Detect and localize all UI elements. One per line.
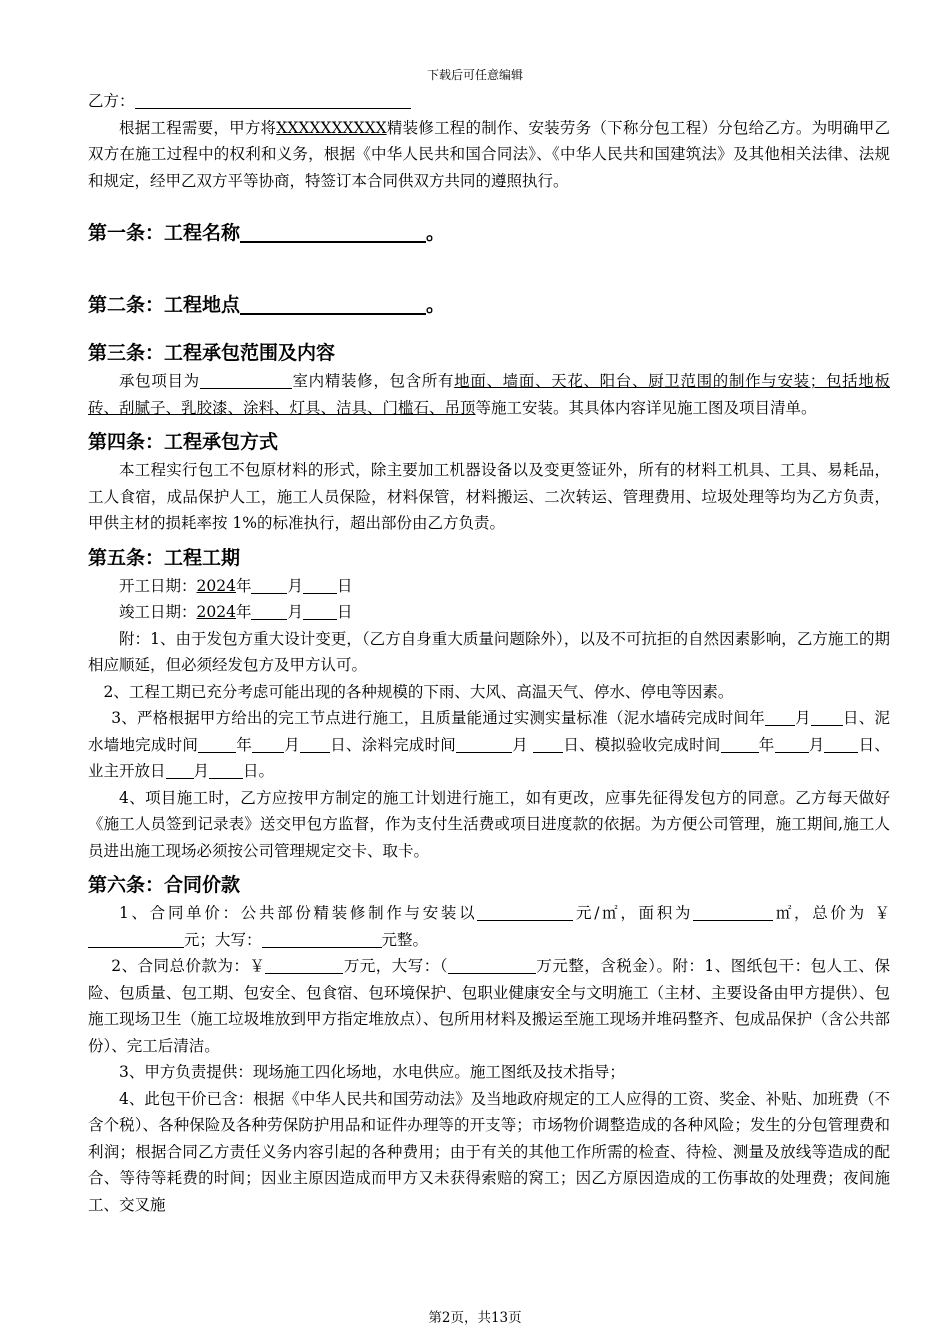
lump-sum-text: 万元整，含税金）。附：1、图纸包干：包人工、保险、包质量、包工期、包安全、包食宿、包环境保护、包职业健康安全与文明施工（主材、主要设备由甲方提供）、包施工现场卫生（施工垃圾堆放到甲方指定堆放点）、包所用材料及搬运至施工现场并堆码整齐、包成品保护（含公共部份）、完工后清洁。 bbox=[88, 957, 890, 1055]
area-blank bbox=[693, 905, 773, 922]
month-char: 月 bbox=[284, 735, 300, 754]
date-blank bbox=[166, 763, 194, 780]
article-4-heading: 第四条：工程承包方式 bbox=[88, 431, 279, 453]
scope-items-underlined: 地面、墙面、天花、阳台、厨卫范围的制作与安装；包括地板砖、刮腻子、乳胶漆、涂料、灯具、洁具、门槛石、吊顶 bbox=[88, 372, 890, 417]
month-char: 月 bbox=[193, 762, 210, 780]
contract-capital-blank bbox=[448, 958, 536, 975]
month-char: 月 bbox=[808, 735, 825, 754]
year-char: 年 bbox=[749, 709, 765, 727]
yuan-sign: ￥ bbox=[874, 904, 890, 922]
party-b-blank bbox=[135, 93, 411, 110]
scope-text-pre: 承包项目为 bbox=[119, 372, 200, 390]
intro-text-post: 精装修工程的制作、安装劳务（下称分包工程）分包给乙方。为明确甲乙双方在施工过程中的权利和义务，根据《中华人民共和国合同法》、《中华人民共和国建筑法》及其他相关法律、法规和规定，经甲乙双方平等协商，特签订本合同供双方共同的遵照执行。 bbox=[88, 118, 890, 190]
note-3-text-b: 、泥水墙地完成时间 bbox=[88, 709, 890, 754]
page-header: 下载后可任意编辑 bbox=[426, 68, 523, 82]
article-3-heading: 第三条：工程承包范围及内容 bbox=[88, 342, 336, 364]
price-item-3: 3、甲方负责提供：现场施工四化场地，水电供应。施工图纸及技术指导； bbox=[119, 1063, 625, 1081]
note-3-text-d: 、模拟验收完成时间 bbox=[579, 735, 721, 754]
year-char: 年 bbox=[235, 603, 252, 621]
unit-price-label: 1、合同单价：公共部份精装修制作与安装以 bbox=[119, 904, 478, 922]
capital-label: 元；大写： bbox=[184, 930, 262, 949]
date-blank bbox=[775, 736, 809, 753]
date-blank bbox=[721, 736, 759, 753]
price-item-2 bbox=[88, 953, 890, 1059]
contract-total-label: 2、合同总价款为：￥ bbox=[111, 957, 266, 975]
date-blank bbox=[811, 710, 843, 727]
start-year: 2024 bbox=[196, 576, 236, 595]
page-footer bbox=[0, 1306, 950, 1326]
end-month-blank bbox=[251, 604, 287, 621]
article-1-title: 第一条：工程名称 bbox=[88, 222, 241, 244]
intro-paragraph bbox=[88, 115, 890, 195]
party-b-label: 乙方： bbox=[88, 92, 135, 110]
capital-blank bbox=[262, 931, 382, 948]
day-char: 日 bbox=[329, 735, 346, 754]
month-char: 月 bbox=[287, 603, 303, 621]
end-date-line bbox=[88, 599, 890, 626]
unit-price-blank bbox=[477, 905, 573, 922]
month-char: 月 bbox=[511, 735, 528, 754]
start-date-line bbox=[88, 573, 890, 600]
year-char: 年 bbox=[758, 735, 775, 754]
price-item-4: 4、此包干价已含：根据《中华人民共和国劳动法》及当地政府规定的工人应得的工资、奖金、补贴、加班费（不含个税）、各种保险及各种劳保防护用品和证件办理等的开支等；市场物价调整造成的各种风险；发生的分包管理费和利润；根据合同乙方责任义务内容引起的各种费用；由于有关的其他工作所需的检查、待检、测量及放线等造成的配合、等待等耗费的时间；因业主原因造成而甲方又未获得索赔的窝工；因乙方原因造成的工伤事故的处理费；夜间施工、交叉施 bbox=[88, 1089, 890, 1214]
current-page-number: 2 bbox=[441, 1310, 451, 1326]
month-char: 月 bbox=[794, 709, 811, 727]
article-6-heading: 第六条：合同价款 bbox=[88, 874, 241, 896]
contract-capital-label: 万元，大写：（ bbox=[343, 957, 448, 975]
year-char: 年 bbox=[236, 735, 253, 754]
footer-post: 页 bbox=[508, 1310, 522, 1326]
yuan-end: 元整。 bbox=[381, 930, 429, 949]
contract-page bbox=[88, 88, 890, 1218]
period-char: 。 bbox=[258, 762, 275, 780]
start-date-label: 开工日期： bbox=[119, 576, 197, 595]
article-3-paragraph bbox=[88, 368, 890, 421]
schedule-note-3 bbox=[88, 705, 890, 785]
note-3-text-e: 、业主开放日 bbox=[88, 735, 890, 780]
end-date-label: 竣工日期： bbox=[119, 603, 197, 621]
day-char: 日 bbox=[337, 603, 353, 621]
date-blank bbox=[300, 736, 330, 753]
schedule-note-4: 4、项目施工时，乙方应按甲方制定的施工计划进行施工，如有更改，应事先征得发包方的同意。乙方每天做好《施工人员签到记录表》送交甲包方监督，作为支付生活费或项目进度款的依据。为方便公司管理，施工期间,施工人员进出施工现场必须按公司管理规定交卡、取卡。 bbox=[88, 788, 890, 860]
project-name-blank bbox=[240, 222, 426, 243]
month-char: 月 bbox=[287, 576, 303, 595]
price-item-1 bbox=[88, 900, 890, 953]
article-4-paragraph: 本工程实行包工不包原材料的形式，除主要加工机器设备以及变更签证外，所有的材料工机具、工具、易耗品，工人食宿，成品保护人工，施工人员保险，材料保管，材料搬运、二次转运、管理费用、垃圾处理等均为乙方负责，甲供主材的损耗率按 1%的标准执行，超出部份由乙方负责。 bbox=[88, 461, 890, 532]
article-1-heading bbox=[88, 218, 890, 248]
date-blank bbox=[252, 736, 284, 753]
day-char: 日 bbox=[243, 762, 259, 780]
note-3-text-a: 3、严格根据甲方给出的完工节点进行施工，且质量能通过实测实量标准（泥水墙砖完成时间 bbox=[111, 709, 750, 727]
footer-pre: 第 bbox=[428, 1310, 442, 1326]
project-location-blank bbox=[240, 294, 426, 315]
day-char: 日 bbox=[337, 576, 353, 595]
year-char: 年 bbox=[235, 576, 252, 595]
party-b-line bbox=[88, 88, 890, 115]
article-1-end: 。 bbox=[426, 222, 446, 244]
date-blank bbox=[824, 736, 858, 753]
date-blank bbox=[198, 736, 236, 753]
area-label: 元/㎡，面积为 bbox=[573, 904, 694, 922]
total-label: ㎡，总价为 bbox=[773, 904, 867, 922]
day-char: 日 bbox=[563, 735, 580, 754]
note-3-text-c: 、涂料完成时间 bbox=[345, 735, 456, 754]
day-char: 日 bbox=[842, 709, 859, 727]
scope-text-post: 等施工安装。其具体内容详见施工图及项目清单。 bbox=[475, 398, 817, 417]
footer-mid: 页，共 bbox=[450, 1310, 491, 1326]
end-year: 2024 bbox=[196, 603, 236, 621]
total-pages-number: 13 bbox=[490, 1310, 509, 1326]
end-day-blank bbox=[303, 604, 337, 621]
day-char: 日 bbox=[858, 735, 875, 754]
article-5-heading: 第五条：工程工期 bbox=[88, 546, 241, 569]
start-month-blank bbox=[251, 577, 287, 594]
date-blank bbox=[209, 763, 243, 780]
article-2-heading bbox=[88, 290, 890, 320]
scope-text-mid: 室内精装修，包含所有 bbox=[291, 372, 455, 390]
total-blank bbox=[88, 931, 184, 948]
schedule-note-2: 2、工程工期已充分考虑可能出现的各种规模的下雨、大风、高温天气、停水、停电等因素。 bbox=[103, 682, 734, 701]
contract-total-blank bbox=[265, 958, 343, 975]
date-blank bbox=[765, 710, 795, 727]
scope-project-blank bbox=[200, 373, 292, 390]
date-blank bbox=[533, 736, 563, 753]
date-blank bbox=[456, 736, 512, 753]
article-2-end: 。 bbox=[426, 294, 446, 316]
project-name-placeholder: XXXXXXXXXX bbox=[276, 118, 387, 137]
schedule-note-1: 附：1、由于发包方重大设计变更，（乙方自身重大质量问题除外），以及不可抗拒的自然因素影响，乙方施工的期相应顺延，但必须经发包方及甲方认可。 bbox=[88, 629, 890, 674]
article-2-title: 第二条：工程地点 bbox=[88, 294, 241, 316]
start-day-blank bbox=[303, 577, 337, 594]
intro-text-pre: 根据工程需要，甲方将 bbox=[119, 118, 277, 137]
